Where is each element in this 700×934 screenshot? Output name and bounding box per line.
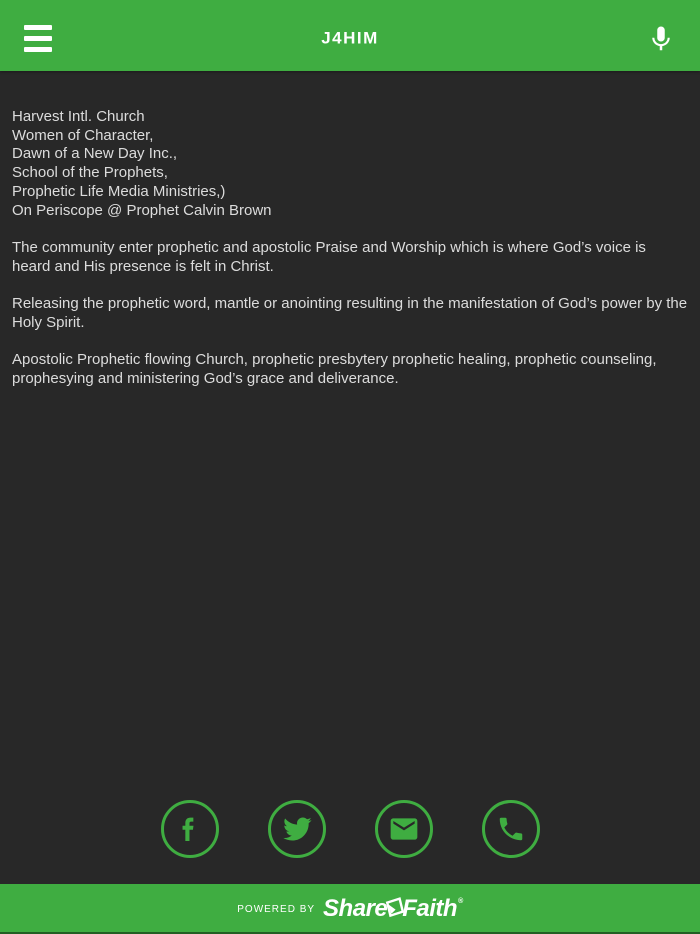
social-links-row [0, 800, 700, 858]
content-area [0, 71, 700, 389]
phone-icon [496, 814, 526, 844]
ministry-line: Harvest Intl. Church [12, 108, 145, 125]
email-button[interactable] [375, 800, 433, 858]
hamburger-icon [24, 25, 52, 30]
facebook-button[interactable] [161, 800, 219, 858]
page-title: J4HIM [321, 27, 379, 47]
microphone-icon [646, 24, 676, 54]
menu-button[interactable] [24, 25, 52, 52]
brand-share-text: Share [323, 895, 388, 922]
description-paragraph: Releasing the prophetic word, mantle or anointing resulting in the manifestation of God’s power by the Holy Spirit. [12, 295, 688, 331]
ministry-line: School of the Prophets, [12, 164, 168, 182]
sharefaith-logo [323, 897, 463, 921]
ministry-line: Women of Character, [12, 126, 154, 144]
twitter-icon [282, 814, 312, 844]
description-paragraph: The community enter prophetic and apostolic Praise and Worship which is where God’s voice is heard and His presence is felt in Christ. [12, 238, 646, 275]
trademark-symbol: ® [458, 898, 463, 905]
powered-by-label: POWERED BY [237, 903, 316, 915]
brand-faith-text: Faith [402, 895, 458, 922]
phone-button[interactable] [482, 800, 540, 858]
powered-by-footer[interactable] [0, 884, 700, 934]
ministry-line: Dawn of a New Day Inc., [12, 145, 178, 163]
sharefaith-logo-icon [384, 897, 404, 919]
microphone-button[interactable] [646, 24, 676, 54]
ministry-line: Prophetic Life Media Ministries,) [12, 182, 226, 200]
description-paragraph: Apostolic Prophetic flowing Church, prophetic presbytery prophetic healing, prophetic counseling, prophesying and ministering God’s grace and deliverance. [12, 351, 657, 387]
facebook-icon [174, 813, 206, 845]
ministry-line: On Periscope @ Prophet Calvin Brown [12, 201, 272, 219]
email-icon [388, 813, 420, 845]
app-header [0, 0, 700, 71]
twitter-button[interactable] [268, 800, 326, 858]
